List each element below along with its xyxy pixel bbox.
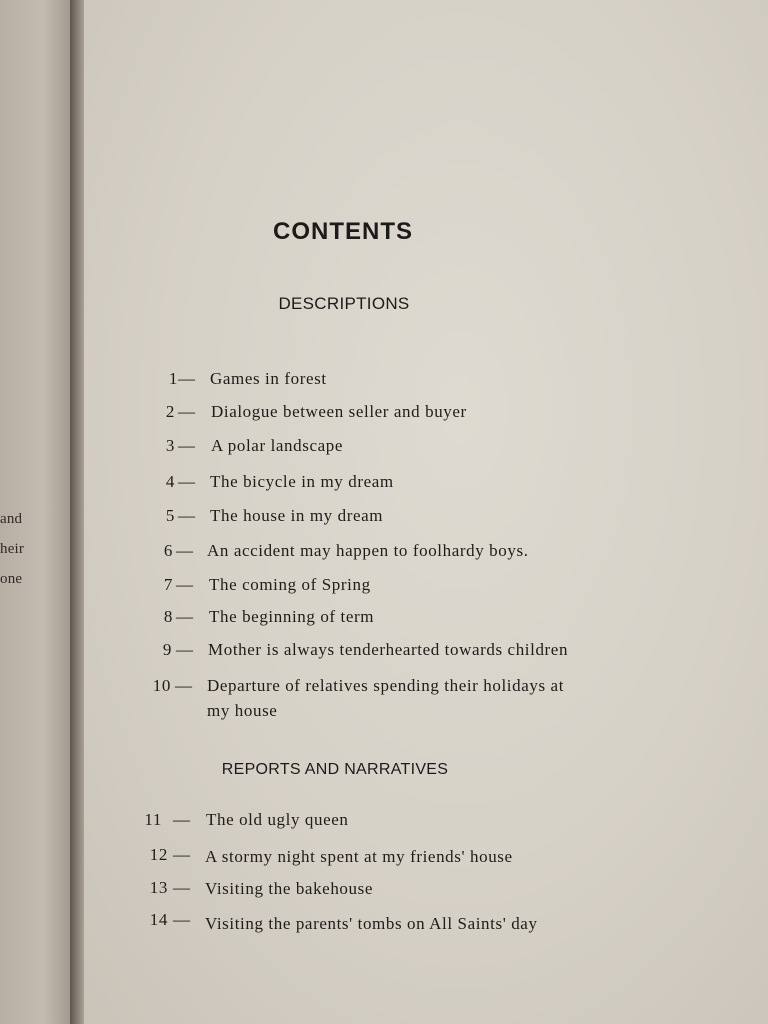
toc-title: Visiting the parents' tombs on All Saints' day (205, 914, 538, 933)
toc-number: 12 (149, 845, 168, 864)
toc-number: 13 (149, 878, 168, 897)
toc-number: 8 (163, 607, 173, 626)
toc-number: 3 (165, 436, 175, 455)
section-heading-descriptions: DESCRIPTIONS (278, 294, 410, 313)
toc-number: 11 (144, 810, 162, 829)
toc-title: The beginning of term (209, 607, 375, 626)
toc-dash: — (178, 472, 196, 491)
toc-number: 2 (165, 402, 175, 421)
toc-dash: — (173, 810, 191, 829)
toc-dash: — (178, 369, 196, 388)
toc-dash: — (176, 575, 194, 594)
toc-number: 14 (149, 910, 168, 929)
toc-dash: — (176, 640, 194, 659)
toc-title: The old ugly queen (206, 810, 349, 829)
facing-page-fragment: heir (0, 541, 25, 557)
toc-dash: — (178, 506, 196, 525)
facing-page (0, 0, 78, 1024)
toc-title: Dialogue between seller and buyer (211, 402, 467, 421)
toc-dash: — (173, 845, 191, 864)
toc-title: A polar landscape (211, 436, 343, 455)
toc-title: Games in forest (210, 369, 327, 388)
toc-dash: — (178, 402, 196, 421)
toc-title: The bicycle in my dream (210, 472, 394, 491)
toc-title: The house in my dream (210, 506, 384, 525)
toc-title: A stormy night spent at my friends' house (205, 847, 513, 866)
toc-title: Mother is always tenderhearted towards children (208, 640, 569, 659)
toc-title: The coming of Spring (209, 575, 371, 594)
toc-number: 4 (165, 472, 175, 491)
toc-title: Departure of relatives spending their holidays at (207, 676, 565, 695)
toc-number: 5 (165, 506, 175, 525)
page-title: CONTENTS (273, 218, 413, 245)
contents-page (84, 0, 768, 1024)
toc-number: 1 (168, 369, 178, 388)
facing-page-fragment: and (0, 511, 23, 527)
toc-dash: — (173, 878, 191, 897)
toc-number: 7 (163, 575, 173, 594)
toc-dash: — (175, 676, 193, 695)
toc-dash: — (176, 541, 194, 560)
toc-title-continuation: my house (207, 701, 278, 720)
toc-number: 10 (152, 676, 171, 695)
toc-dash: — (178, 436, 196, 455)
facing-page-fragment: one (0, 571, 23, 587)
toc-dash: — (173, 910, 191, 929)
section-heading-reports: REPORTS AND NARRATIVES (221, 761, 449, 778)
toc-title: Visiting the bakehouse (205, 879, 373, 898)
toc-number: 6 (163, 541, 173, 560)
toc-dash: — (176, 607, 194, 626)
toc-number: 9 (162, 640, 172, 659)
toc-title: An accident may happen to foolhardy boys. (207, 541, 529, 560)
